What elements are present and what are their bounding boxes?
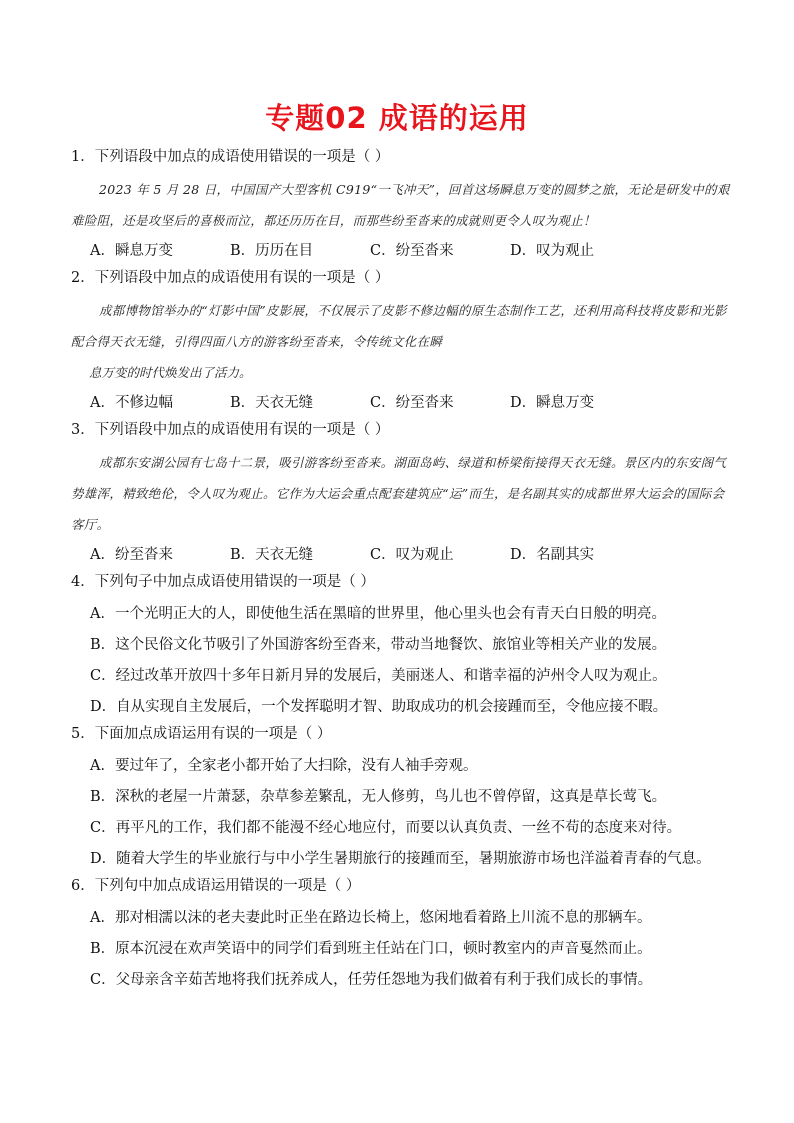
question-stem: 1．下列语段中加点的成语使用错误的一项是（ ） <box>71 149 390 165</box>
option-c: C．经过改革开放四十多年日新月异的发展后，美丽迷人、和谐幸福的泸州令人叹为观止。 <box>90 668 667 684</box>
question-stem: 2．下列语段中加点的成语使用有误的一项是（ ） <box>71 270 390 286</box>
options-row <box>90 388 731 419</box>
option-a: A．一个光明正大的人，即使他生活在黑暗的世界里，他心里头也会有青天白日般的明亮。 <box>90 606 666 622</box>
question-6 <box>71 875 731 996</box>
question-5 <box>71 723 731 875</box>
question-passage: 成都博物馆举办的“灯影中国”皮影展，不仅展示了皮影不修边幅的原生态制作工艺，还利用高科技将皮影和光影配合得天衣无缝，引得四面八方的游客纷至沓来，令传统文化在瞬 <box>71 303 727 349</box>
page-title: 专题02 成语的运用 <box>265 101 529 135</box>
option-c: C．再平凡的工作，我们都不能漫不经心地应付，而要以认真负责、一丝不苟的态度来对待。 <box>90 820 682 836</box>
options-row <box>90 236 731 267</box>
option-a: A．纷至沓来 <box>90 547 173 563</box>
option-b: B．历历在目 <box>230 243 314 259</box>
option-c: C．纷至沓来 <box>370 243 454 259</box>
option-b: B．天衣无缝 <box>230 547 314 563</box>
question-stem: 3．下列语段中加点的成语使用有误的一项是（ ） <box>71 422 390 438</box>
option-b: B．这个民俗文化节吸引了外国游客纷至沓来，带动当地餐饮、旅馆业等相关产业的发展。 <box>90 637 667 653</box>
option-a: A．不修边幅 <box>90 395 173 411</box>
option-d: D．瞬息万变 <box>510 395 595 411</box>
question-1 <box>71 146 731 267</box>
option-d: D．随着大学生的毕业旅行与中小学生暑期旅行的接踵而至，暑期旅游市场也洋溢着青春的气息。 <box>90 851 711 867</box>
question-stem: 5．下面加点成语运用有误的一项是（ ） <box>71 726 332 742</box>
option-b: B．深秋的老屋一片萧瑟，杂草参差繁乱，无人修剪，鸟儿也不曾停留，这真是草长莺飞。 <box>90 789 667 805</box>
question-list <box>71 146 731 996</box>
question-2 <box>71 267 731 419</box>
option-d: D．名副其实 <box>510 547 595 563</box>
question-4 <box>71 571 731 723</box>
option-d: D．自从实现自主发展后，一个发挥聪明才智、助取成功的机会接踵而至，令他应接不暇。 <box>90 699 668 715</box>
option-a: A．那对相濡以沫的老夫妻此时正坐在路边长椅上，悠闲地看着路上川流不息的那辆车。 <box>90 910 652 926</box>
option-a: A．瞬息万变 <box>90 243 173 259</box>
question-passage: 2023 年 5 月 28 日，中国国产大型客机 C919“一飞冲天”，回首这场瞬息万变的圆梦之旅，无论是研发中的艰难险阻，还是攻坚后的喜极而泣，都还历历在目，而那些纷至沓来的成就则更令人叹为观止！ <box>71 182 730 228</box>
question-3 <box>71 419 731 571</box>
option-a: A．要过年了，全家老小都开始了大扫除，没有人袖手旁观。 <box>90 758 478 774</box>
option-c: C．纷至沓来 <box>370 395 454 411</box>
question-stem: 6．下列句中加点成语运用错误的一项是（ ） <box>71 878 361 894</box>
option-c: C．叹为观止 <box>370 547 454 563</box>
option-d: D．叹为观止 <box>510 243 595 259</box>
question-passage: 成都东安湖公园有七岛十二景，吸引游客纷至沓来。湖面岛屿、绿道和桥梁衔接得天衣无缝。景区内的东安阁气势雄浑，精致绝伦，令人叹为观止。它作为大运会重点配套建筑应“运”而生，是名副其实的成都世界大运会的国际会客厅。 <box>71 455 727 532</box>
option-b: B．原本沉浸在欢声笑语中的同学们看到班主任站在门口，顿时教室内的声音戛然而止。 <box>90 941 652 957</box>
question-stem: 4．下列句子中加点成语使用错误的一项是（ ） <box>71 574 375 590</box>
option-b: B．天衣无缝 <box>230 395 314 411</box>
option-c: C．父母亲含辛茹苦地将我们抚养成人，任劳任怨地为我们做着有利于我们成长的事情。 <box>90 972 653 988</box>
options-row <box>90 540 731 571</box>
question-passage-continued: 息万变的时代焕发出了活力。 <box>89 365 252 380</box>
